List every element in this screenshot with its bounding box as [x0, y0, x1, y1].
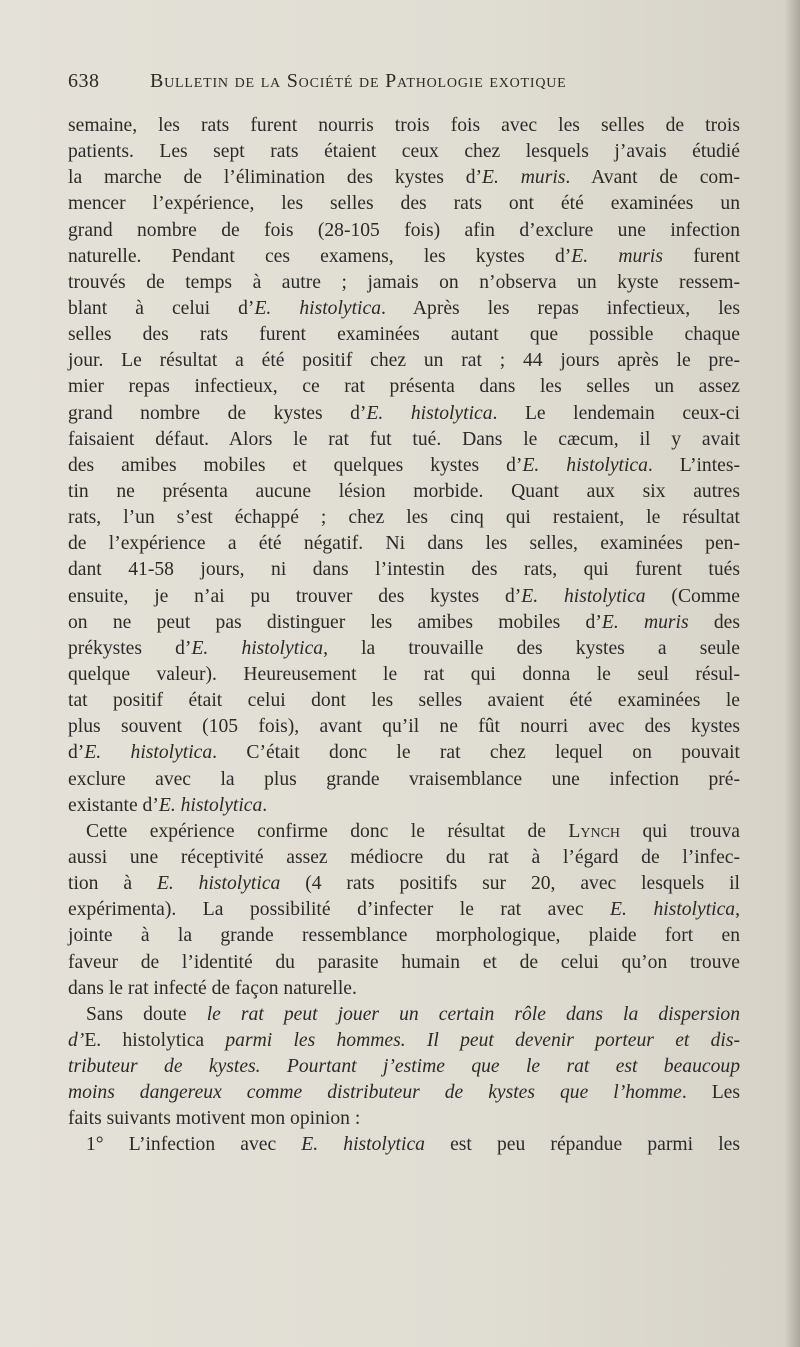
text-line — [68, 793, 740, 819]
text-segment: 1° L’infection avec — [86, 1134, 302, 1156]
text-segment: . C’était donc le rat chez lequel on pouvait — [212, 742, 740, 764]
text-line — [68, 191, 740, 217]
text-line — [68, 976, 740, 1002]
text-segment: Cette expérience confirme donc le résultat de — [86, 820, 569, 842]
text-segment: grand nombre de fois (28-105 fois) afin d’exclure une infection — [68, 219, 740, 241]
text-segment: . Le lendemain ceux-ci — [492, 402, 740, 424]
italic-text: le rat peut jouer un certain rôle dans la dispersion — [206, 1003, 741, 1025]
text-segment: mier repas infectieux, ce rat présenta dans les selles un assez — [68, 376, 740, 398]
text-line — [68, 1132, 740, 1158]
italic-text: E. histolytica — [366, 402, 493, 424]
italic-text: E. histolytica — [254, 297, 381, 319]
text-line — [68, 453, 740, 479]
italic-text: E. muris — [601, 611, 689, 633]
text-line — [68, 374, 740, 400]
text-segment: faits suivants motivent mon opinion : — [68, 1108, 361, 1130]
text-segment: faveur de l’identité du parasite humain et de celui qu’on trouve — [68, 951, 740, 973]
text-line — [68, 1028, 740, 1054]
text-line — [68, 897, 740, 923]
text-line — [68, 740, 740, 766]
page-spine-shadow — [784, 0, 800, 1347]
text-line — [68, 113, 740, 139]
running-header — [68, 70, 728, 100]
text-line — [68, 584, 740, 610]
italic-text: E. histolytica — [156, 873, 281, 895]
text-line — [68, 688, 740, 714]
text-line — [68, 270, 740, 296]
italic-text: E. histolytica — [521, 585, 646, 607]
text-segment: ensuite, je n’ai pu trouver des kystes d’ — [68, 585, 522, 607]
italic-text: E. histolytica — [191, 637, 324, 659]
text-line — [68, 662, 740, 688]
text-line — [68, 139, 740, 165]
italic-text: E. histolytica — [158, 794, 263, 816]
text-line — [68, 923, 740, 949]
text-segment: la marche de l’élimination des kystes d’ — [68, 167, 483, 189]
text-line — [68, 244, 740, 270]
text-line — [68, 714, 740, 740]
text-line — [68, 1080, 740, 1106]
text-line — [68, 950, 740, 976]
text-segment: faisaient défaut. Alors le rat fut tué. Dans le cæcum, il y avait — [68, 428, 740, 450]
text-segment: jointe à la grande ressemblance morphologique, plaide fort en — [68, 925, 740, 947]
text-segment: dant 41-58 jours, ni dans l’intestin des rats, qui furent tués — [68, 559, 740, 581]
text-line — [68, 1002, 740, 1028]
text-segment: (Comme — [645, 585, 740, 607]
italic-text: E. muris — [571, 245, 664, 267]
text-segment: . Avant de com- — [565, 167, 740, 189]
text-segment: prékystes d’ — [68, 637, 192, 659]
text-line — [68, 401, 740, 427]
text-line — [68, 322, 740, 348]
text-line — [68, 505, 740, 531]
text-segment: patients. Les sept rats étaient ceux chez lesquels j’avais étudié — [68, 141, 740, 163]
text-line — [68, 479, 740, 505]
text-line — [68, 218, 740, 244]
text-segment: jour. Le résultat a été positif chez un rat ; 44 jours après le pre- — [68, 350, 740, 372]
text-segment: est peu répandue parmi les — [424, 1134, 740, 1156]
italic-text: E. histolytica — [522, 454, 648, 476]
text-segment: naturelle. Pendant ces examens, les kystes d’ — [68, 245, 572, 267]
author-name: Lynch — [568, 820, 621, 842]
text-line — [68, 557, 740, 583]
text-segment: semaine, les rats furent nourris trois fois avec les selles de trois — [68, 115, 740, 136]
italic-text: d’ — [68, 1029, 85, 1051]
text-segment: , la trouvaille des kystes a seule — [323, 637, 740, 659]
text-segment: d’ — [68, 742, 85, 764]
text-segment: E. histolytica — [84, 1029, 226, 1051]
text-segment: tin ne présenta aucune lésion morbide. Quant aux six autres — [68, 480, 740, 502]
text-line — [68, 819, 740, 845]
text-segment: mencer l’expérience, les selles des rats ont été examinées un — [68, 193, 740, 215]
text-segment: (4 rats positifs sur 20, avec lesquels il — [280, 873, 740, 895]
text-segment: furent — [663, 245, 740, 267]
text-segment: rats, l’un s’est échappé ; chez les cinq qui restaient, le résultat — [68, 507, 740, 529]
text-line — [68, 845, 740, 871]
italic-text: tributeur de kystes. Pourtant j’estime que le rat est beaucoup — [68, 1056, 740, 1078]
text-segment: existante d’ — [68, 794, 159, 816]
text-segment: quelque valeur). Heureusement le rat qui donna le seul résul- — [68, 663, 740, 685]
text-segment: Sans doute — [86, 1003, 207, 1025]
text-line — [68, 348, 740, 374]
text-line — [68, 610, 740, 636]
text-segment: exclure avec la plus grande vraisemblance une infection pré- — [68, 768, 740, 790]
text-line — [68, 767, 740, 793]
text-segment: on ne peut pas distinguer les amibes mobiles d’ — [68, 611, 602, 633]
italic-text: E. muris — [482, 167, 566, 189]
text-segment: grand nombre de kystes d’ — [68, 402, 367, 424]
italic-text: moins dangereux comme distributeur de kystes que l’homme — [68, 1082, 682, 1104]
text-line — [68, 296, 740, 322]
text-line — [68, 636, 740, 662]
running-title: Bulletin de la Société de Pathologie exotique — [150, 70, 567, 92]
text-segment: des — [688, 611, 740, 633]
text-segment: . L’intes- — [647, 454, 740, 476]
text-line — [68, 1054, 740, 1080]
text-segment: dans le rat infecté de façon naturelle. — [68, 977, 357, 999]
text-line — [68, 427, 740, 453]
text-segment: blant à celui d’ — [68, 297, 255, 319]
italic-text: E. histolytica — [301, 1134, 425, 1156]
text-segment: tion à — [68, 873, 157, 895]
text-segment: tat positif était celui dont les selles avaient été examinées le — [68, 690, 740, 712]
text-segment: selles des rats furent examinées autant que possible chaque — [68, 324, 740, 346]
text-segment: plus souvent (105 fois), avant qu’il ne fût nourri avec des kystes — [68, 716, 740, 738]
italic-text: parmi les hommes. Il peut devenir porteur et dis- — [225, 1029, 740, 1051]
text-line — [68, 871, 740, 897]
text-segment: qui trouva — [620, 820, 740, 842]
italic-text: E. histolytica — [610, 899, 736, 921]
body-text — [68, 113, 740, 1159]
text-segment: . Après les repas infectieux, les — [381, 297, 740, 319]
text-line — [68, 165, 740, 191]
text-segment: des amibes mobiles et quelques kystes d’ — [68, 454, 523, 476]
italic-text: E. histolytica — [84, 742, 213, 764]
text-segment: , — [735, 899, 740, 921]
text-line — [68, 1106, 740, 1132]
text-segment: . Les — [681, 1082, 740, 1104]
text-segment: expérimenta). La possibilité d’infecter le rat avec — [68, 899, 611, 921]
text-segment: de l’expérience a été négatif. Ni dans les selles, examinées pen- — [68, 533, 740, 555]
text-segment: . — [262, 794, 268, 816]
text-line — [68, 531, 740, 557]
text-segment: aussi une réceptivité assez médiocre du rat à l’égard de l’infec- — [68, 846, 740, 868]
page-number: 638 — [68, 70, 100, 92]
text-segment: trouvés de temps à autre ; jamais on n’observa un kyste ressem- — [68, 271, 740, 293]
